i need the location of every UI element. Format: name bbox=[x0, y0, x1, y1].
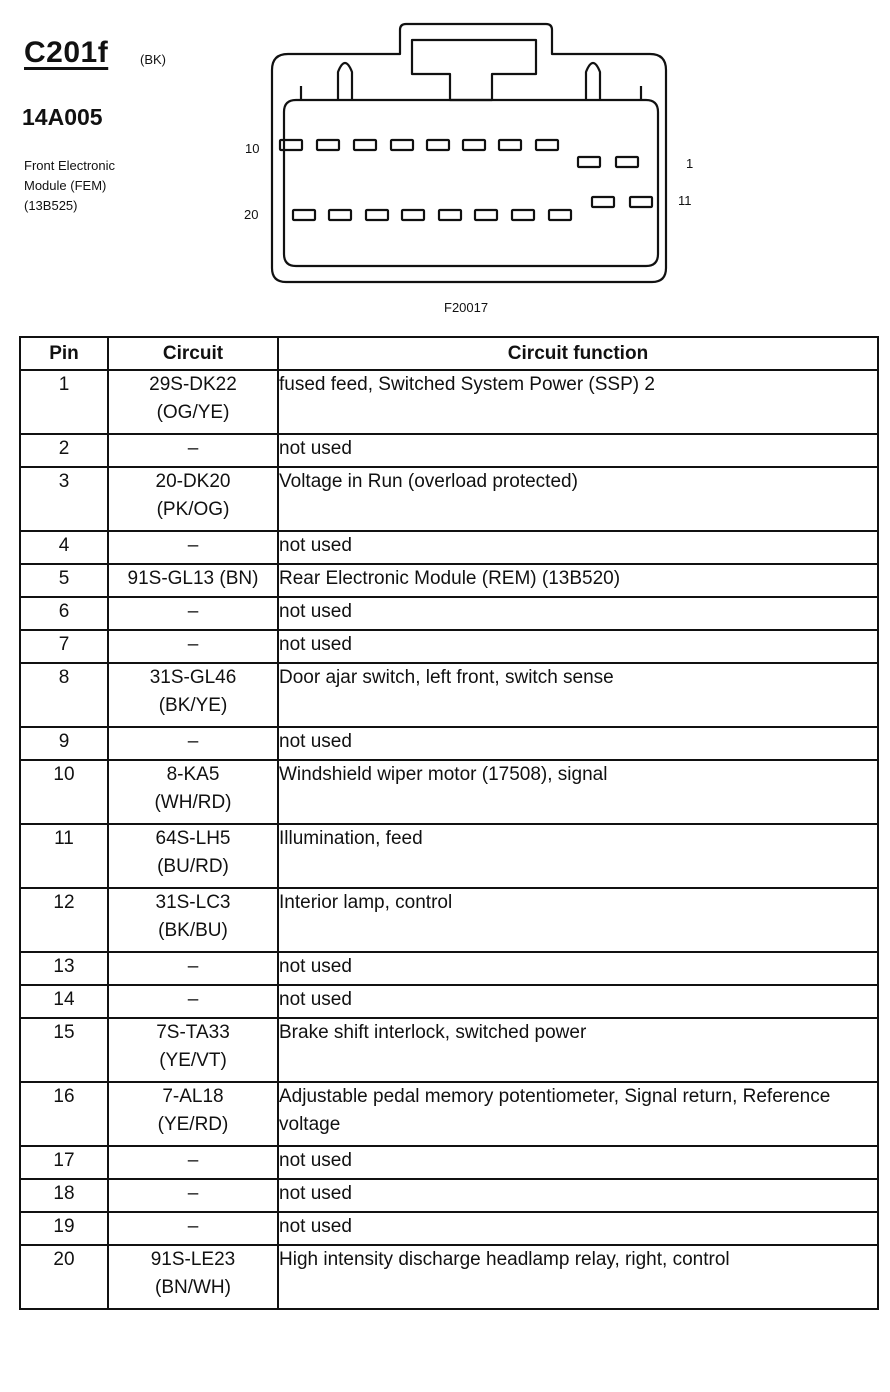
pin-cell: 13 bbox=[20, 952, 108, 985]
circuit-cell: – bbox=[108, 531, 278, 564]
pin-slot bbox=[630, 197, 652, 207]
function-cell: not used bbox=[278, 1179, 878, 1212]
connector-color-code: (BK) bbox=[140, 52, 166, 67]
function-cell: fused feed, Switched System Power (SSP) 2 bbox=[278, 370, 878, 434]
pin-cell: 7 bbox=[20, 630, 108, 663]
table-row bbox=[20, 888, 878, 952]
pin-cell: 5 bbox=[20, 564, 108, 597]
column-header-pin: Pin bbox=[20, 337, 108, 370]
circuit-cell: 8-KA5 (WH/RD) bbox=[108, 760, 278, 824]
circuit-cell: 20-DK20 (PK/OG) bbox=[108, 467, 278, 531]
pin-label-1: 1 bbox=[686, 156, 694, 171]
function-cell: Interior lamp, control bbox=[278, 888, 878, 952]
pin-cell: 2 bbox=[20, 434, 108, 467]
table-row bbox=[20, 663, 878, 727]
part-number: 14A005 bbox=[22, 104, 103, 130]
column-header-circuit: Circuit bbox=[108, 337, 278, 370]
pin-cell: 4 bbox=[20, 531, 108, 564]
circuit-cell: – bbox=[108, 1179, 278, 1212]
circuit-cell: – bbox=[108, 1212, 278, 1245]
pin-slot bbox=[427, 140, 449, 150]
circuit-cell: – bbox=[108, 952, 278, 985]
table-row bbox=[20, 1212, 878, 1245]
function-cell: not used bbox=[278, 597, 878, 630]
connector-face-diagram bbox=[0, 0, 890, 330]
circuit-cell: 7S-TA33 (YE/VT) bbox=[108, 1018, 278, 1082]
table-row bbox=[20, 824, 878, 888]
circuit-cell: – bbox=[108, 597, 278, 630]
pin-cell: 19 bbox=[20, 1212, 108, 1245]
connector-header bbox=[0, 0, 890, 330]
table-row bbox=[20, 1018, 878, 1082]
function-cell: Illumination, feed bbox=[278, 824, 878, 888]
pin-slot bbox=[616, 157, 638, 167]
pin-cell: 9 bbox=[20, 727, 108, 760]
function-cell: High intensity discharge headlamp relay, right, control bbox=[278, 1245, 878, 1309]
function-cell: not used bbox=[278, 531, 878, 564]
pin-slot bbox=[402, 210, 424, 220]
pin-label-11: 11 bbox=[678, 193, 692, 208]
function-cell: not used bbox=[278, 630, 878, 663]
table-row bbox=[20, 760, 878, 824]
table-row bbox=[20, 1245, 878, 1309]
pin-cell: 10 bbox=[20, 760, 108, 824]
pin-label-10: 10 bbox=[245, 141, 260, 156]
circuit-cell: 91S-LE23 (BN/WH) bbox=[108, 1245, 278, 1309]
table-row bbox=[20, 370, 878, 434]
pin-slots bbox=[280, 140, 652, 220]
pin-cell: 12 bbox=[20, 888, 108, 952]
module-description-line: Module (FEM) bbox=[24, 178, 107, 193]
pin-slot bbox=[391, 140, 413, 150]
pin-cell: 8 bbox=[20, 663, 108, 727]
pin-cell: 1 bbox=[20, 370, 108, 434]
pin-cell: 11 bbox=[20, 824, 108, 888]
circuit-cell: 29S-DK22 (OG/YE) bbox=[108, 370, 278, 434]
function-cell: Adjustable pedal memory potentiometer, Signal return, Reference voltage bbox=[278, 1082, 878, 1146]
function-cell: Voltage in Run (overload protected) bbox=[278, 467, 878, 531]
table-row bbox=[20, 597, 878, 630]
circuit-cell: – bbox=[108, 985, 278, 1018]
pin-slot bbox=[293, 210, 315, 220]
pin-slot bbox=[536, 140, 558, 150]
connector-id: C201f bbox=[24, 36, 109, 69]
table-header-row bbox=[20, 337, 878, 370]
function-cell: Windshield wiper motor (17508), signal bbox=[278, 760, 878, 824]
function-cell: Brake shift interlock, switched power bbox=[278, 1018, 878, 1082]
circuit-cell: – bbox=[108, 630, 278, 663]
table-row bbox=[20, 985, 878, 1018]
pin-cell: 6 bbox=[20, 597, 108, 630]
pin-label-20: 20 bbox=[244, 207, 259, 222]
function-cell: Door ajar switch, left front, switch sense bbox=[278, 663, 878, 727]
function-cell: not used bbox=[278, 727, 878, 760]
pin-slot bbox=[366, 210, 388, 220]
circuit-cell: – bbox=[108, 727, 278, 760]
pin-cell: 3 bbox=[20, 467, 108, 531]
table-row bbox=[20, 1082, 878, 1146]
pin-slot bbox=[354, 140, 376, 150]
function-cell: not used bbox=[278, 985, 878, 1018]
table-row bbox=[20, 434, 878, 467]
pin-slot bbox=[439, 210, 461, 220]
column-header-function: Circuit function bbox=[278, 337, 878, 370]
circuit-cell: – bbox=[108, 434, 278, 467]
circuit-cell: – bbox=[108, 1146, 278, 1179]
module-description-line: Front Electronic bbox=[24, 158, 116, 173]
circuit-cell: 31S-LC3 (BK/BU) bbox=[108, 888, 278, 952]
pin-slot bbox=[329, 210, 351, 220]
pin-slot bbox=[475, 210, 497, 220]
table-row bbox=[20, 531, 878, 564]
pin-cell: 16 bbox=[20, 1082, 108, 1146]
table-row bbox=[20, 1146, 878, 1179]
pin-slot bbox=[592, 197, 614, 207]
pin-slot bbox=[463, 140, 485, 150]
pin-slot bbox=[549, 210, 571, 220]
figure-number: F20017 bbox=[444, 300, 489, 315]
pin-slot bbox=[499, 140, 521, 150]
pin-cell: 15 bbox=[20, 1018, 108, 1082]
table-row bbox=[20, 1179, 878, 1212]
table-row bbox=[20, 952, 878, 985]
function-cell: not used bbox=[278, 434, 878, 467]
table-row bbox=[20, 467, 878, 531]
pin-cell: 20 bbox=[20, 1245, 108, 1309]
pin-cell: 18 bbox=[20, 1179, 108, 1212]
pin-slot bbox=[578, 157, 600, 167]
pin-cell: 17 bbox=[20, 1146, 108, 1179]
circuit-cell: 31S-GL46 (BK/YE) bbox=[108, 663, 278, 727]
pin-slot bbox=[512, 210, 534, 220]
circuit-cell: 91S-GL13 (BN) bbox=[108, 564, 278, 597]
function-cell: not used bbox=[278, 952, 878, 985]
function-cell: not used bbox=[278, 1212, 878, 1245]
function-cell: Rear Electronic Module (REM) (13B520) bbox=[278, 564, 878, 597]
module-description-line: (13B525) bbox=[24, 198, 78, 213]
table-row bbox=[20, 727, 878, 760]
table-row bbox=[20, 564, 878, 597]
pinout-table bbox=[19, 336, 879, 1310]
pin-cell: 14 bbox=[20, 985, 108, 1018]
pin-slot bbox=[317, 140, 339, 150]
function-cell: not used bbox=[278, 1146, 878, 1179]
circuit-cell: 64S-LH5 (BU/RD) bbox=[108, 824, 278, 888]
circuit-cell: 7-AL18 (YE/RD) bbox=[108, 1082, 278, 1146]
table-row bbox=[20, 630, 878, 663]
